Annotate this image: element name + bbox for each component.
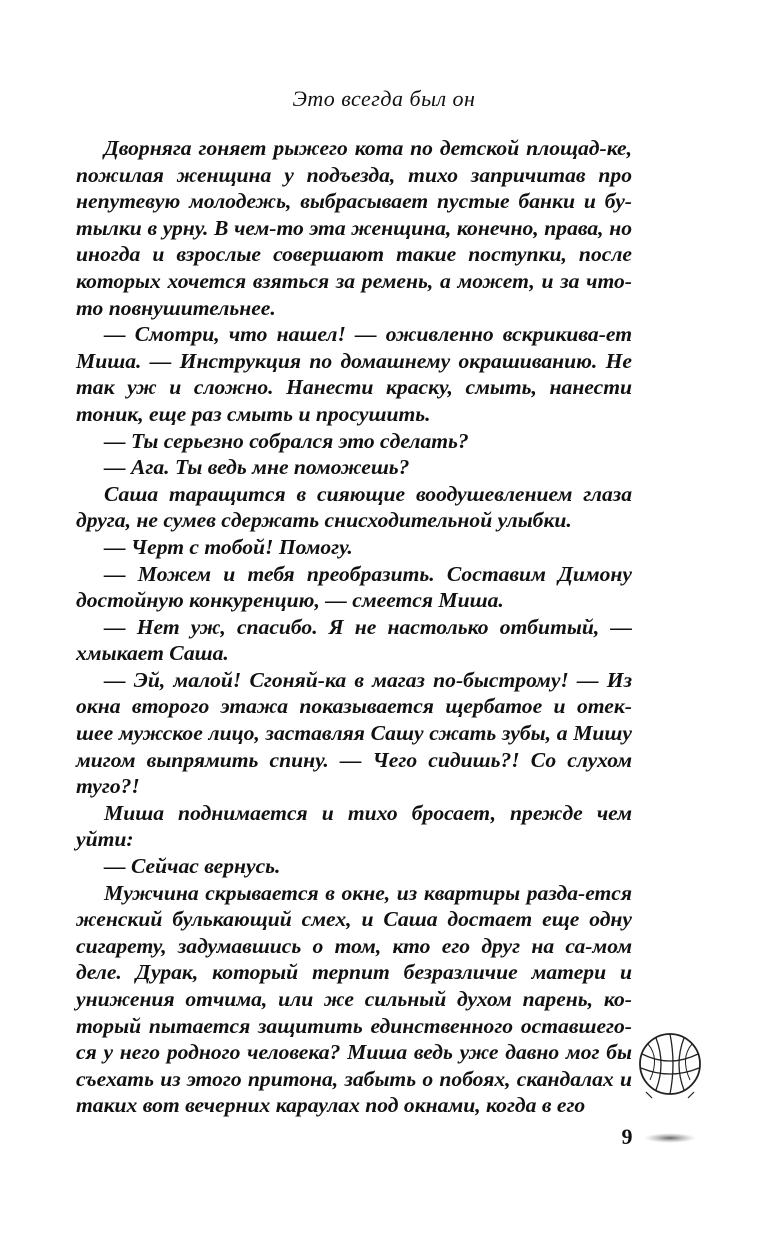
paragraph: — Ты серьезно собрался это сделать? [104,428,469,453]
paragraph: — Нет уж, спасибо. Я не настолько отбитый, — хмыкает Саша. [76,614,632,666]
paragraph: — Можем и тебя преобразить. Составим Димону достойную конкуренцию, — смеется Миша. [76,561,632,613]
paragraph: — Черт с тобой! Помогу. [104,534,353,559]
running-head: Это всегда был он [292,86,476,111]
page-number: 9 [621,1124,633,1149]
paragraph: — Сейчас вернусь. [104,854,281,879]
body-text [76,135,632,1119]
paragraph: Миша поднимается и тихо бросает, прежде чем уйти: [76,800,632,852]
paragraph: — Смотри, что нашел! — оживленно вскрикива-ет Миша. — Инструкция по домашнему окрашиванию. Не так уж и сложно. Нанести краску, смыть, нанести тоник, еще раз смыть и просушить. [76,322,632,426]
paragraph: — Ага. Ты ведь мне поможешь? [104,455,410,480]
paragraph: Мужчина скрывается в окне, из квартиры разда-ется женский булькающий смех, и Саша достает еще одну сигарету, задумавшись о том, кто его друг на са-мом деле. Дурак, который терпит безразличие матери и унижения отчима, или же сильный духом парень, ко-торый пытается защитить единственного оставшего-ся у него родного человека? Миша ведь уже давно мог бы съехать из этого притона, забыть о побоях, скандалах и таких вот вечерних караулах под окнами, когда в его [76,880,632,1118]
paragraph: — Эй, малой! Сгоняй-ка в магаз по-быстрому! — Из окна второго этажа показывается щербатое и отек-шее мужское лицо, заставляя Сашу сжать зубы, а Мишу мигом выпрямить спину. — Чего сидишь?! Со слухом туго?! [76,667,632,799]
paragraph: Саша таращится в сияющие воодушевлением глаза друга, не сумев сдержать снисходительной улыбки. [76,481,632,533]
paragraph: Дворняга гоняет рыжего кота по детской площад-ке, пожилая женщина у подъезда, тихо запричитав про непутевую молодежь, выбрасывает пустые банки и бу-тылки в урну. В чем-то эта женщина, конечно, права, но иногда и взрослые совершают такие поступки, после которых хочется взяться за ремень, а может, и за что-то повнушительнее. [76,136,632,320]
basketball-icon [636,1018,704,1150]
